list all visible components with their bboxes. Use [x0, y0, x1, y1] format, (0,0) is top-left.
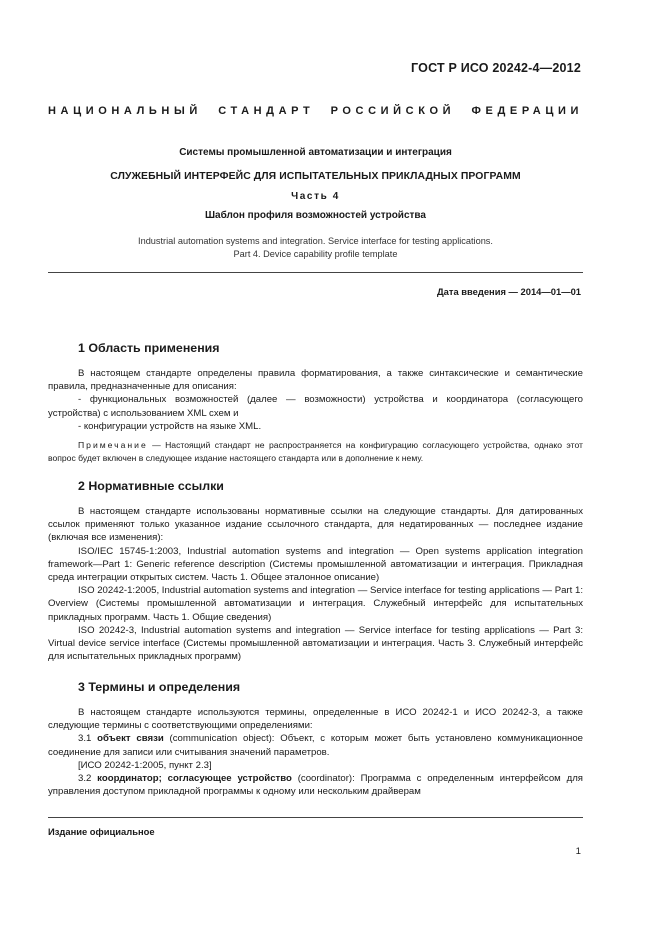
section-1-list-item-2: - конфигурации устройств на языке XML. — [78, 420, 262, 432]
english-title-line-1: Industrial automation systems and integration. Service interface for testing applications. — [138, 236, 493, 246]
section-3-title: 3 Термины и определения — [78, 680, 241, 694]
edition-label: Издание официальное — [48, 826, 155, 837]
term-3-1-definition: (communication object): Объект, с которым может быть установлено коммуникационное соединение для записи или считывания значений параметров. — [48, 733, 584, 758]
section-2 — [48, 479, 583, 663]
part-title: Часть 4 — [291, 191, 340, 202]
section-3 — [48, 680, 583, 798]
term-3-1-name: объект связи — [97, 733, 164, 745]
reference-2: ISO 20242-1:2005, Industrial automation systems and integration — Service interface for testing applications — Part 1: Overview (Системы промышленной автоматизации и интеграция. Служебный интерфейс для испытательных прикладных программ. Часть 1. Общие сведения) — [48, 585, 583, 623]
term-3-2-number: 3.2 — [78, 773, 92, 785]
term-3-2-name: координатор; согласующее устройство — [97, 773, 292, 785]
section-1-title: 1 Область применения — [78, 341, 220, 355]
series-title: Системы промышленной автоматизации и интеграция — [179, 147, 452, 158]
national-standard-heading: НАЦИОНАЛЬНЫЙ СТАНДАРТ РОССИЙСКОЙ ФЕДЕРАЦИИ — [48, 105, 583, 117]
term-3-1 — [48, 732, 583, 758]
english-title-line-2: Part 4. Device capability profile template — [233, 249, 398, 259]
bottom-divider — [48, 817, 583, 818]
term-3-2-definition: (coordinator): Программа с определенным интерфейсом для управления доступом прикладной программы к одному или нескольким драйверам — [48, 773, 583, 798]
subtitle: Шаблон профиля возможностей устройства — [205, 210, 426, 221]
note-text: — Настоящий стандарт не распространяется на конфигурацию согласующего устройства, однако этот вопрос будет включен в следующее издание настоящего стандарта или в дополнение к нему. — [48, 440, 583, 463]
reference-1: ISO/IEC 15745-1:2003, Industrial automation systems and integration — Open systems application integration framework—Part 1: Generic reference description (Системы промышленной автоматизации и интеграция. Прикладная среда интеграции открытых систем. Часть 1. Общее эталонное описание) — [48, 545, 583, 584]
main-title: СЛУЖЕБНЫЙ ИНТЕРФЕЙС ДЛЯ ИСПЫТАТЕЛЬНЫХ ПРИКЛАДНЫХ ПРОГРАММ — [110, 171, 521, 182]
section-2-paragraph: В настоящем стандарте использованы нормативные ссылки на следующие стандарты. Для датированных ссылок применяют только указанное издание ссылочного стандарта, для недатированных — последнее издание (включая все изменения): — [48, 506, 583, 544]
page-number: 1 — [575, 846, 581, 857]
section-1-note — [48, 439, 583, 465]
section-2-title: 2 Нормативные ссылки — [78, 479, 224, 493]
standard-number: ГОСТ Р ИСО 20242-4—2012 — [411, 61, 581, 75]
section-1 — [48, 341, 583, 465]
section-1-list-item-1: - функциональных возможностей (далее — возможности) устройства и координатора (согласующего устройства) с использованием XML схем и — [48, 394, 583, 419]
reference-3: ISO 20242-3, Industrial automation systems and integration — Service interface for testing applications — Part 3: Virtual device service interface (Системы промышленной автоматизации и интеграция. Часть 3. Служебный интерфейс для испытательных прикладных программ) — [48, 624, 583, 663]
term-3-2 — [48, 772, 583, 798]
section-3-paragraph: В настоящем стандарте используются термины, определенные в ИСО 20242-1 и ИСО 20242-3, а также следующие термины с соответствующими определениями: — [48, 707, 583, 732]
introduction-date: Дата введения — 2014—01—01 — [436, 286, 581, 297]
top-divider — [48, 272, 583, 273]
note-label: Примечание — [78, 440, 148, 451]
term-3-1-number: 3.1 — [78, 733, 92, 745]
term-3-1-source: [ИСО 20242-1:2005, пункт 2.3] — [78, 759, 212, 771]
section-1-paragraph: В настоящем стандарте определены правила форматирования, а также синтаксические и семантические правила, предназначенные для описания: — [48, 368, 583, 393]
